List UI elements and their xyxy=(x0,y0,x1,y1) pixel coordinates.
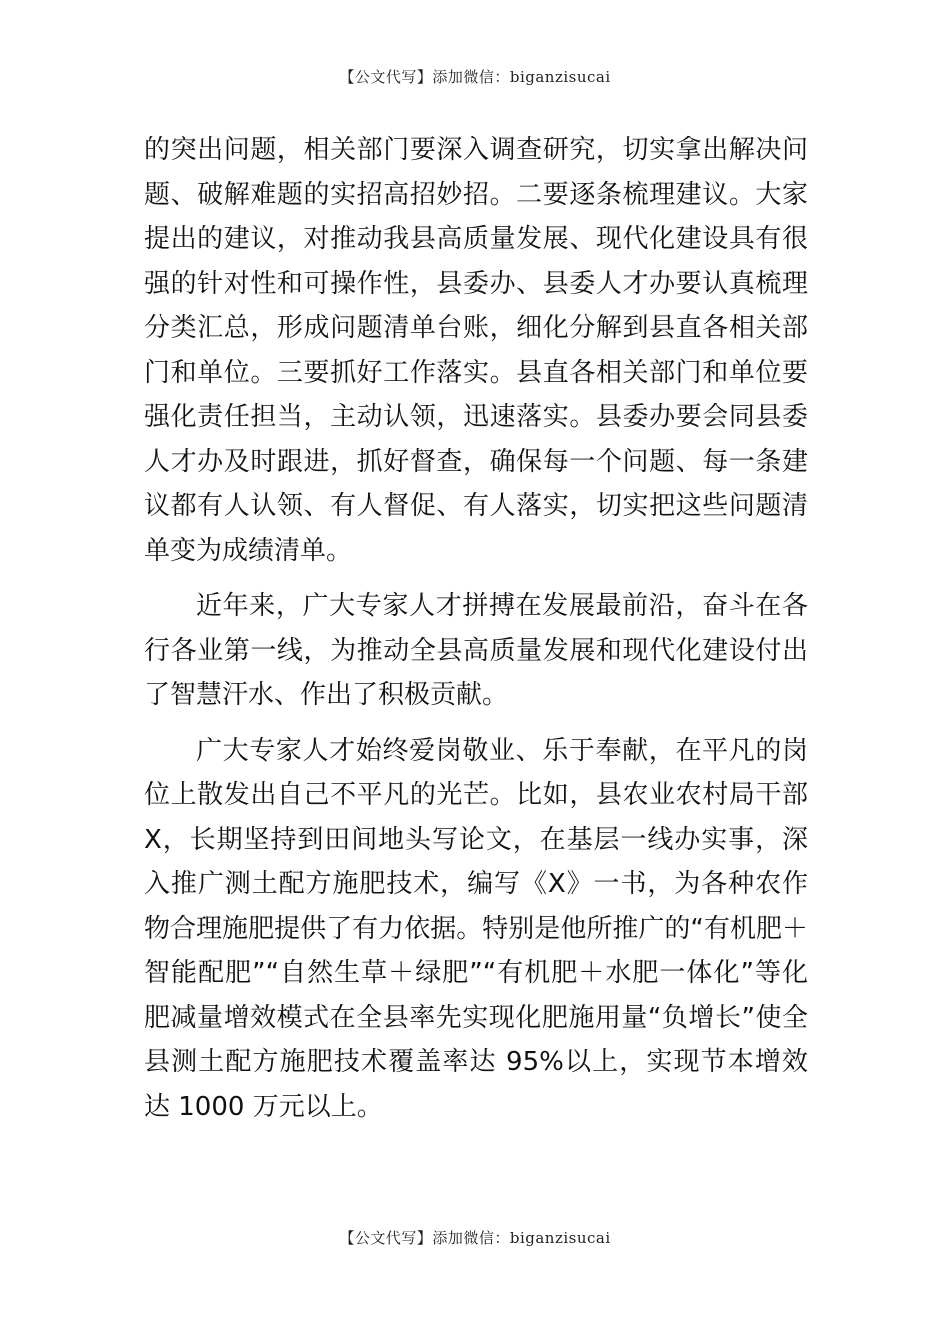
paragraph-continuation: 的突出问题，相关部门要深入调查研究，切实拿出解决问题、破解难题的实招高招妙招。二要逐条梳理建议。大家提出的建议，对推动我县高质量发展、现代化建设具有很强的针对性和可操作性，县委办、县委人才办要认真梳理分类汇总，形成问题清单台账，细化分解到县直各相关部门和单位。三要抓好工作落实。县直各相关部门和单位要强化责任担当，主动认领，迅速落实。县委办要会同县委人才办及时跟进，抓好督查，确保每一个问题、每一条建议都有人认领、有人督促、有人落实，切实把这些问题清单变为成绩清单。 xyxy=(144,135,808,566)
paragraph-experts-example: 广大专家人才始终爱岗敬业、乐于奉献，在平凡的岗位上散发出自己不平凡的光芒。比如，县农业农村局干部X，长期坚持到田间地头写论文，在基层一线办实事，深入推广测土配方施肥技术，编写《X》一书，为各种农作物合理施肥提供了有力依据。特别是他所推广的“有机肥＋智能配肥”“自然生草＋绿肥”“有机肥＋水肥一体化”等化肥减量增效模式在全县率先实现化肥施用量“负增长”使全县测土配方施肥技术覆盖率达 95%以上，实现节本增效达 1000 万元以上。 xyxy=(144,735,808,1122)
paragraph-experts-contribution: 近年来，广大专家人才拼搏在发展最前沿，奋斗在各行各业第一线，为推动全县高质量发展和现代化建设付出了智慧汗水、作出了积极贡献。 xyxy=(144,591,808,710)
page-footer: 【公文代写】添加微信：biganzisucai xyxy=(339,1229,611,1247)
page-header: 【公文代写】添加微信：biganzisucai xyxy=(339,68,611,86)
document-body xyxy=(144,128,808,1129)
